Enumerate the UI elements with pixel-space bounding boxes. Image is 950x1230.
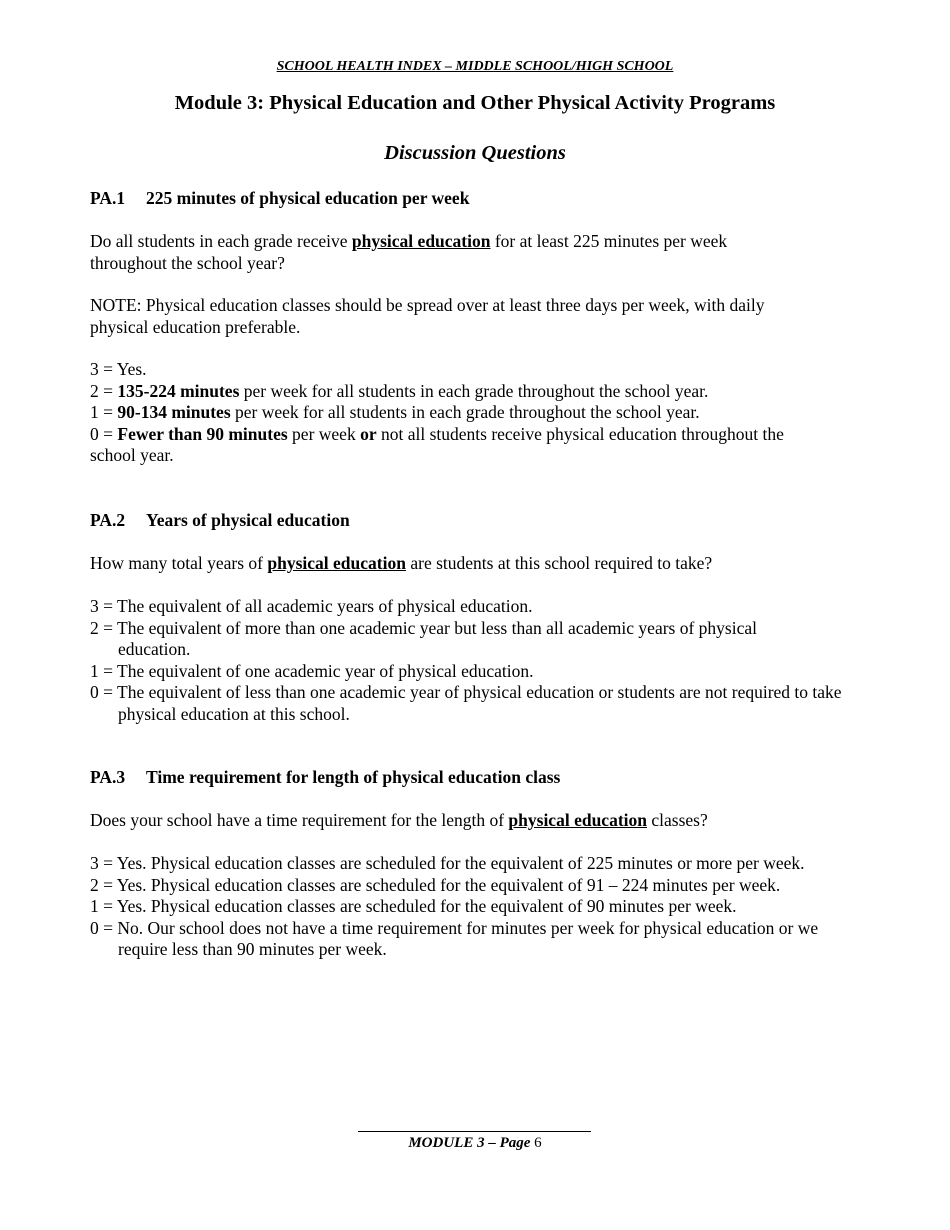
pa1-note-line1: NOTE: Physical education classes should be spread over at least three days per week, with daily: [90, 295, 765, 315]
pa3-title: Time requirement for length of physical education class: [146, 767, 561, 787]
pa1-heading: [90, 188, 865, 210]
pa3-question-term: physical education: [508, 810, 647, 830]
footer-label: MODULE 3 – Page: [408, 1135, 531, 1151]
pa2-question-text-end: are students at this school required to take?: [405, 553, 713, 573]
pa3-question-text: Does your school have a time requirement for the length of: [90, 810, 509, 830]
pa3-scores: [90, 853, 865, 961]
pa1-title: 225 minutes of physical education per week: [146, 188, 470, 208]
pa3-score-2: 2 = Yes. Physical education classes are scheduled for the equivalent of 91 – 224 minutes per week.: [90, 874, 781, 895]
pa1-number: PA.1: [90, 188, 126, 208]
pa2-score-1: 1 = The equivalent of one academic year of physical education.: [90, 660, 534, 681]
pa3-score-1: 1 = Yes. Physical education classes are scheduled for the equivalent of 90 minutes per week.: [90, 896, 737, 916]
pa1-scores: [90, 359, 865, 467]
pa1-score-3: 3 = Yes.: [90, 359, 147, 379]
pa3-number: PA.3: [90, 767, 126, 787]
pa2-number: PA.2: [90, 510, 126, 530]
page-number: 6: [534, 1135, 542, 1151]
pa2-question: [90, 553, 865, 575]
pa1-question-line2: throughout the school year?: [90, 252, 285, 273]
pa3-question: [90, 810, 865, 832]
footer-rule: [358, 1131, 591, 1132]
pa1-question-text-end: for at least 225 minutes per week: [490, 231, 728, 251]
pa1-question-term: physical education: [351, 231, 491, 251]
pa2-score-3: 3 = The equivalent of all academic years of physical education.: [90, 596, 533, 616]
pa2-score-0: 0 = The equivalent of less than one academic year of physical education or students are not required to take physical education at this school.: [90, 682, 842, 724]
page-footer: [0, 1133, 950, 1155]
pa2-question-term: physical education: [267, 553, 406, 573]
pa1-note: [90, 295, 865, 338]
pa1-score-0: 0 = Fewer than 90 minutes per week or not all students receive physical education throughout the: [90, 423, 784, 444]
pa2-title: Years of physical education: [146, 510, 350, 530]
pa2-score-2: 2 = The equivalent of more than one academic year but less than all academic years of physical education.: [90, 617, 757, 659]
running-head: SCHOOL HEALTH INDEX – MIDDLE SCHOOL/HIGH SCHOOL: [276, 59, 674, 74]
pa1-note-line2: physical education preferable.: [90, 316, 301, 337]
module-title: Module 3: Physical Education and Other Physical Activity Programs: [174, 92, 776, 114]
pa2-scores: [90, 596, 865, 725]
pa3-score-3: 3 = Yes. Physical education classes are scheduled for the equivalent of 225 minutes or more per week.: [90, 853, 805, 873]
pa1-score-1: 1 = 90-134 minutes per week for all students in each grade throughout the school year.: [90, 402, 700, 422]
pa2-heading: [90, 510, 865, 532]
page-subtitle: Discussion Questions: [384, 142, 566, 164]
pa3-question-text-end: classes?: [647, 810, 708, 830]
pa1-question: [90, 231, 865, 274]
pa1-score-2: 2 = 135-224 minutes per week for all students in each grade throughout the school year.: [90, 380, 709, 401]
pa2-question-text: How many total years of: [90, 553, 268, 573]
pa1-question-text: Do all students in each grade receive: [90, 231, 352, 251]
pa3-heading: [90, 767, 865, 789]
pa3-score-0: 0 = No. Our school does not have a time requirement for minutes per week for physical education or we require less than 90 minutes per week.: [90, 917, 819, 959]
pa1-score-0-line2: school year.: [90, 445, 174, 465]
